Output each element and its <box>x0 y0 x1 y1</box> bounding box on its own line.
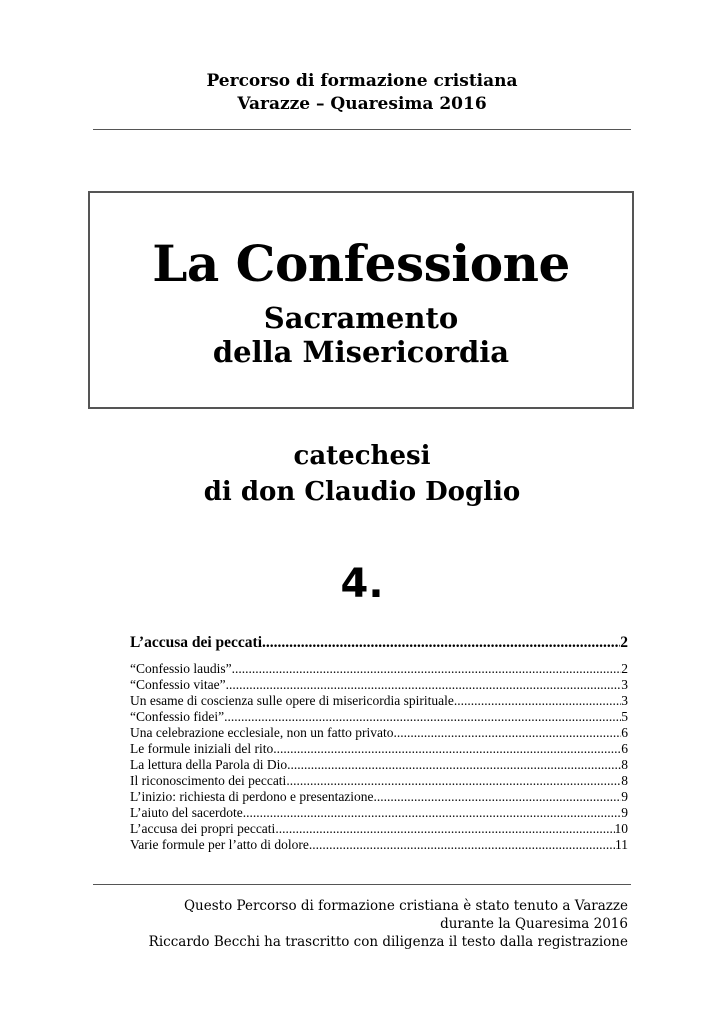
toc-entry[interactable] <box>130 773 628 789</box>
toc-entry-title: L’accusa dei peccati <box>130 634 263 651</box>
toc-entry-title: L’aiuto del sacerdote <box>130 805 243 820</box>
title-subtitle-line2: della Misericordia <box>212 335 510 369</box>
toc-entry[interactable] <box>130 757 628 773</box>
toc-entry[interactable] <box>130 725 628 741</box>
toc-entry-page: 9 <box>621 805 628 820</box>
toc-entry[interactable] <box>130 677 628 693</box>
toc-entry-page: 2 <box>621 661 628 676</box>
toc-entry-title: L’accusa dei propri peccati <box>130 821 276 836</box>
footer-line: Riccardo Becchi ha trascritto con diligenza il testo dalla registrazione <box>148 934 628 950</box>
toc-entry-page: 10 <box>614 821 628 836</box>
toc-leader-dots <box>287 757 621 773</box>
title-box <box>88 191 634 409</box>
toc-entry-title: Un esame di coscienza sulle opere di misericordia spirituale <box>130 693 454 708</box>
toc-entry-page: 2 <box>620 634 628 651</box>
footer-line: Questo Percorso di formazione cristiana è stato tenuto a Varazze <box>183 898 628 914</box>
document-header <box>0 70 724 116</box>
toc-entry-title: Varie formule per l’atto di dolore <box>130 837 309 852</box>
toc-entry-title: “Confessio laudis” <box>130 661 232 676</box>
top-divider <box>93 129 631 130</box>
catechesi-label: catechesi <box>293 441 431 471</box>
toc-entry-page: 9 <box>621 789 628 804</box>
toc-leader-dots <box>243 805 622 821</box>
toc-entry-title: L’inizio: richiesta di perdono e presentazione <box>130 789 374 804</box>
toc-entry-title: “Confessio vitae” <box>130 677 226 692</box>
title-subtitle-line1: Sacramento <box>263 301 459 335</box>
author-name: di don Claudio Doglio <box>203 477 521 507</box>
toc-main-entry[interactable] <box>130 634 628 653</box>
toc-entry-title: Le formule iniziali del rito <box>130 741 274 756</box>
toc-leader-dots <box>262 634 620 652</box>
main-title: La Confessione <box>152 234 570 293</box>
toc-entry[interactable] <box>130 693 628 709</box>
lesson-number: 4. <box>340 561 384 607</box>
toc-leader-dots <box>273 741 621 757</box>
toc-leader-dots <box>224 709 621 725</box>
header-course-title: Percorso di formazione cristiana <box>206 71 518 91</box>
toc-entry[interactable] <box>130 709 628 725</box>
toc-entry-page: 8 <box>621 773 628 788</box>
toc-leader-dots <box>309 837 615 853</box>
footer-note <box>149 897 628 951</box>
title-subtitle <box>90 301 632 369</box>
toc-entry-page: 11 <box>615 837 628 852</box>
toc-entry-page: 8 <box>621 757 628 772</box>
toc-entry[interactable] <box>130 661 628 677</box>
toc-leader-dots <box>226 677 622 693</box>
toc-leader-dots <box>454 693 621 709</box>
header-place-date: Varazze – Quaresima 2016 <box>237 94 487 114</box>
table-of-contents <box>130 634 628 853</box>
toc-entry-title: “Confessio fidei” <box>130 709 225 724</box>
toc-entry-page: 3 <box>621 693 628 708</box>
toc-entry[interactable] <box>130 821 628 837</box>
bottom-divider <box>93 884 631 885</box>
author-block <box>0 438 724 510</box>
footer-line: durante la Quaresima 2016 <box>440 916 628 932</box>
toc-entry[interactable] <box>130 837 628 853</box>
toc-entry-page: 5 <box>621 709 628 724</box>
toc-leader-dots <box>394 725 622 741</box>
toc-entry-title: La lettura della Parola di Dio <box>130 757 288 772</box>
toc-entry-title: Una celebrazione ecclesiale, non un fatto privato <box>130 725 394 740</box>
toc-entry[interactable] <box>130 741 628 757</box>
toc-leader-dots <box>275 821 614 837</box>
toc-leader-dots <box>374 789 622 805</box>
toc-entry-page: 6 <box>621 725 628 740</box>
toc-leader-dots <box>232 661 622 677</box>
toc-entry[interactable] <box>130 789 628 805</box>
toc-entry-page: 6 <box>621 741 628 756</box>
toc-leader-dots <box>286 773 621 789</box>
toc-entry-title: Il riconoscimento dei peccati <box>130 773 287 788</box>
toc-entry-page: 3 <box>621 677 628 692</box>
toc-entry[interactable] <box>130 805 628 821</box>
